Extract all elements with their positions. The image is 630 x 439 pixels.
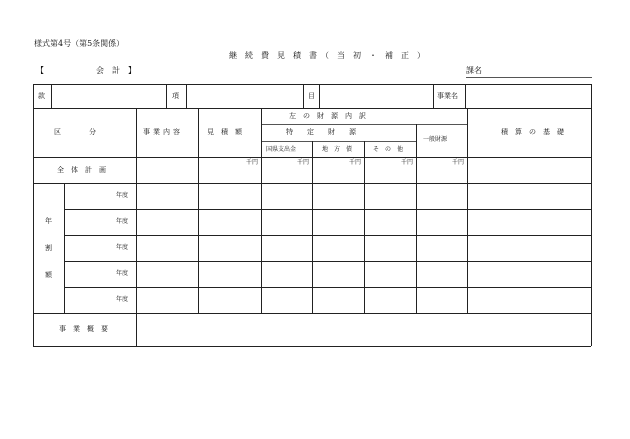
kou-label: 項 — [172, 92, 179, 100]
kubun-header: 区 分 — [54, 128, 96, 136]
annual-label-nen: 年 — [45, 217, 52, 225]
total-plan-unit-general: 千円 — [452, 159, 465, 166]
project-content-header: 事業内容 — [143, 128, 183, 136]
specific-funding-header: 特 定 財 源 — [286, 128, 356, 136]
general-funding-header: 一般財源 — [423, 136, 448, 143]
total-plan-unit-other: 千円 — [401, 159, 414, 166]
fiscal-year-row: 年度 — [116, 244, 129, 251]
account-label: 会 計 】 — [96, 66, 136, 75]
annual-label-gaku: 額 — [45, 271, 52, 279]
fiscal-year-row: 年度 — [116, 270, 129, 277]
total-plan-unit-bond: 千円 — [349, 159, 362, 166]
form-number: 様式第4号（第5条関係） — [34, 39, 125, 48]
total-plan-unit-estimate: 千円 — [246, 159, 259, 166]
local-bond-header: 地 方 債 — [322, 146, 353, 153]
project-overview-label: 事 業 概 要 — [59, 325, 108, 333]
funding-breakdown-header: 左 の 財 源 内 訳 — [289, 112, 366, 120]
fiscal-year-row: 年度 — [116, 192, 129, 199]
national-grant-header: 国県支出金 — [266, 146, 297, 153]
form-title: 継 続 費 見 積 書 （ 当 初 ・ 補 正 ） — [229, 51, 425, 60]
section-label: 課名 — [466, 66, 482, 75]
kan-label: 款 — [38, 92, 45, 100]
account-bracket: 【 — [36, 66, 44, 75]
calculation-basis-header: 積 算 の 基 礎 — [501, 128, 564, 136]
estimate-amount-header: 見 積 額 — [207, 128, 242, 136]
total-plan-unit-national: 千円 — [297, 159, 310, 166]
other-header: そ の 他 — [373, 146, 404, 153]
annual-label-wari: 割 — [45, 244, 52, 252]
total-plan-label: 全 体 計 画 — [57, 166, 106, 174]
fiscal-year-row: 年度 — [116, 218, 129, 225]
section-name-underline — [466, 77, 592, 78]
fiscal-year-row: 年度 — [116, 296, 129, 303]
project-name-label: 事業名 — [437, 92, 458, 100]
moku-label: 目 — [308, 92, 315, 100]
